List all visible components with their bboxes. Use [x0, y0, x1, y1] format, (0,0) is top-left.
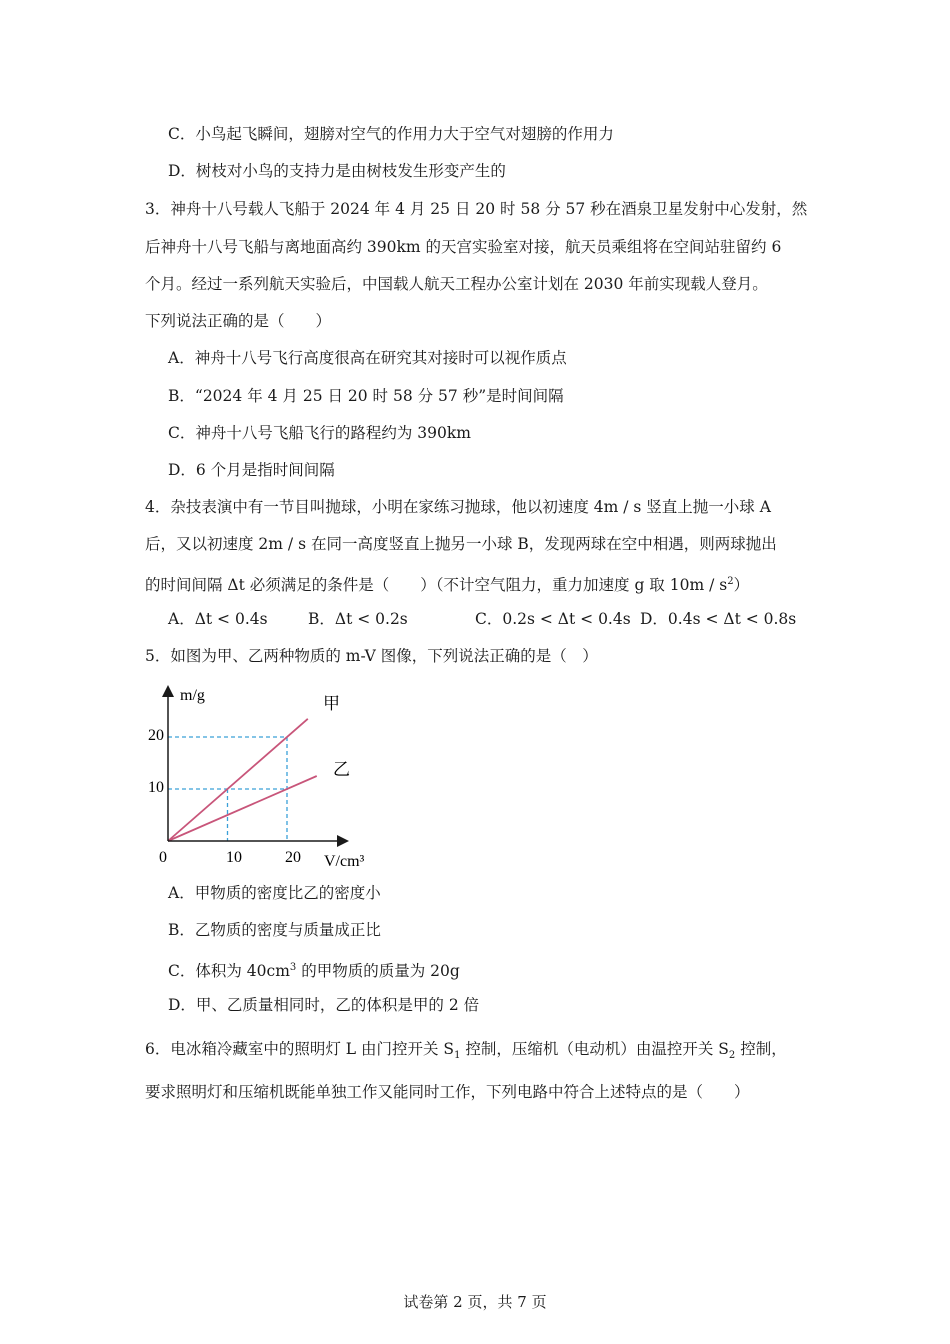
q4-option-b: B．Δt < 0.2s [308, 610, 408, 628]
q2-option-d: D．树枝对小鸟的支持力是由树枝发生形变产生的 [168, 162, 506, 180]
q3-option-b: B．“2024 年 4 月 25 日 20 时 58 分 57 秒”是时间间隔 [168, 387, 564, 405]
series-label-jia: 甲 [323, 694, 340, 713]
x-tick-label-10: 10 [226, 849, 242, 866]
y-tick-label-20: 20 [148, 727, 164, 744]
series-line-1 [168, 776, 317, 841]
q4-option-c: C．0.2s < Δt < 0.4s [475, 610, 631, 628]
m-v-graph [140, 676, 380, 872]
page-footer: 试卷第 2 页，共 7 页 [403, 1293, 547, 1311]
q3-option-d: D．6 个月是指时间间隔 [168, 461, 335, 479]
q3-stem-line2: 后神舟十八号飞船与离地面高约 390km 的天宫实验室对接，航天员乘组将在空间站驻留约 6 [145, 238, 782, 256]
q3-stem-line1: 3．神舟十八号载人飞船于 2024 年 4 月 25 日 20 时 58 分 57 秒在酒泉卫星发射中心发射，然 [145, 200, 808, 218]
q3-stem-line4: 下列说法正确的是（ ） [145, 312, 332, 330]
q5-option-a: A．甲物质的密度比乙的密度小 [168, 884, 381, 902]
x-axis-label: V/cm³ [324, 853, 365, 870]
q6-stem-line1: 6．电冰箱冷藏室中的照明灯 L 由门控开关 $S_1$ 控制，压缩机（电动机）由温控开关 $S_2$ 控制， [145, 1040, 787, 1062]
q3-option-a: A．神舟十八号飞行高度很高在研究其对接时可以视作质点 [168, 349, 567, 367]
q5-option-b: B．乙物质的密度与质量成正比 [168, 921, 381, 939]
q5-option-d: D．甲、乙质量相同时，乙的体积是甲的 2 倍 [168, 996, 480, 1014]
q3-option-c: C．神舟十八号飞船飞行的路程约为 390km [168, 424, 471, 442]
q5-stem: 5．如图为甲、乙两种物质的 m-V 图像，下列说法正确的是（ ） [145, 647, 598, 665]
q2-option-c: C．小鸟起飞瞬间，翅膀对空气的作用力大于空气对翅膀的作用力 [168, 125, 614, 143]
q6-stem-line2: 要求照明灯和压缩机既能单独工作又能同时工作，下列电路中符合上述特点的是（ ） [145, 1083, 750, 1101]
q4-stem-line3: 的时间间隔 Δt 必须满足的条件是（ ）（不计空气阻力，重力加速度 g 取 $10m / s^2$） [145, 576, 750, 595]
q4-stem-line1: 4．杂技表演中有一节目叫抛球，小明在家练习抛球，他以初速度 4m / s 竖直上抛一小球 A [145, 498, 771, 516]
q4-option-a: A．Δt < 0.4s [168, 610, 268, 628]
q4-option-d: D．0.4s < Δt < 0.8s [640, 610, 797, 628]
q3-stem-line3: 个月。经过一系列航天实验后，中国载人航天工程办公室计划在 2030 年前实现载人登月。 [145, 275, 768, 293]
y-axis-label: m/g [180, 687, 205, 704]
q4-stem-line2: 后，又以初速度 2m / s 在同一高度竖直上抛另一小球 B，发现两球在空中相遇，则两球抛出 [145, 535, 777, 553]
q5-option-c: C．体积为 $40cm^3$ 的甲物质的质量为 20g [168, 962, 460, 981]
y-tick-label-10: 10 [148, 779, 164, 796]
x-tick-label-20: 20 [285, 849, 301, 866]
series-label-yi: 乙 [333, 760, 350, 779]
x-tick-label-0: 0 [159, 849, 167, 866]
